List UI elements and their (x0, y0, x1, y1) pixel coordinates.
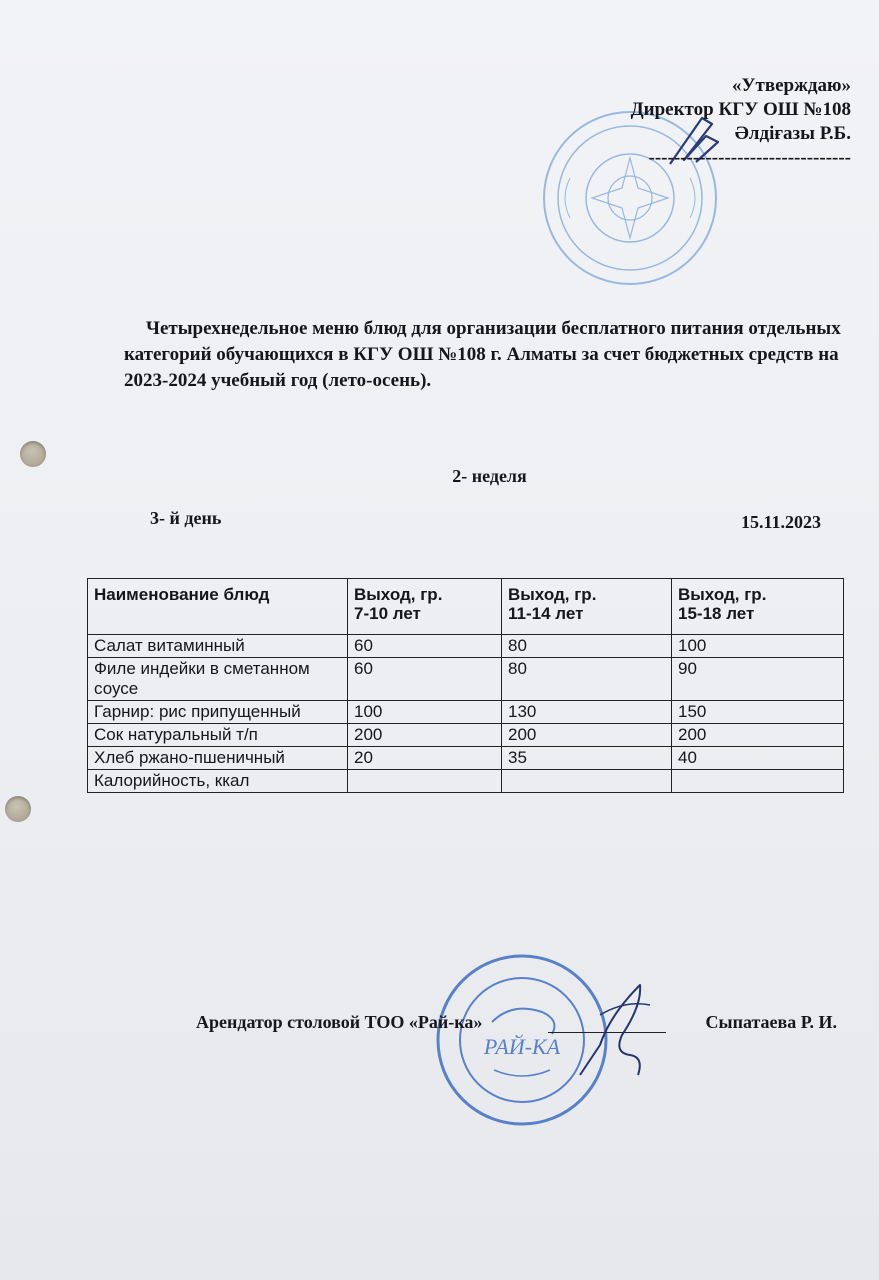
output-7-10-cell: 100 (348, 701, 502, 724)
approval-position: Директор КГУ ОШ №108 (630, 99, 851, 120)
output-7-10-cell: 200 (348, 724, 502, 747)
output-11-14-cell: 80 (502, 635, 672, 658)
punch-hole-bottom (5, 796, 31, 822)
document-title: Четырехнедельное меню блюд для организации бесплатного питания отдельных категорий обучающихся в КГУ ОШ №108 г. Алматы за счет бюджетных средств на 2023-2024 учебный год (лето-осень). (124, 318, 841, 391)
company-stamp-text: РАЙ-КА (483, 1034, 561, 1059)
output-11-14-cell: 200 (502, 724, 672, 747)
punch-hole-top (20, 441, 46, 467)
table-row (88, 770, 844, 793)
menu-table-header-row (88, 579, 844, 635)
output-7-10-cell (348, 770, 502, 793)
table-row (88, 724, 844, 747)
output-15-18-cell (672, 770, 844, 793)
table-row (88, 658, 844, 701)
approval-signature-line: -------------------------------- (648, 147, 851, 168)
week-label: 2- неделя (452, 466, 527, 486)
table-row (88, 701, 844, 724)
table-row (88, 635, 844, 658)
output-11-14-cell (502, 770, 672, 793)
output-11-14-cell: 130 (502, 701, 672, 724)
menu-table (87, 578, 844, 793)
output-15-18-cell: 150 (672, 701, 844, 724)
dish-name-cell: Сок натуральный т/п (88, 724, 348, 747)
dish-name-cell: Хлеб ржано-пшеничный (88, 747, 348, 770)
dish-name-cell: Гарнир: рис припущенный (88, 701, 348, 724)
header-output-7-10: Выход, гр. 7-10 лет (348, 579, 502, 635)
approval-name: Әлдіғазы Р.Б. (734, 123, 851, 144)
dish-name-cell: Калорийность, ккал (88, 770, 348, 793)
output-11-14-cell: 80 (502, 658, 672, 701)
output-15-18-cell: 40 (672, 747, 844, 770)
tenant-label: Арендатор столовой ТОО «Рай-ка» (196, 1012, 483, 1032)
dish-name-cell: Филе индейки в сметанном соусе (88, 658, 348, 701)
tenant-name: Сыпатаева Р. И. (705, 1012, 837, 1032)
table-row (88, 747, 844, 770)
output-15-18-cell: 90 (672, 658, 844, 701)
output-7-10-cell: 60 (348, 635, 502, 658)
output-11-14-cell: 35 (502, 747, 672, 770)
output-15-18-cell: 200 (672, 724, 844, 747)
dish-name-cell: Салат витаминный (88, 635, 348, 658)
tenant-signature (570, 975, 660, 1085)
date-label: 15.11.2023 (740, 512, 821, 532)
company-seal-stamp (432, 950, 612, 1130)
output-7-10-cell: 60 (348, 658, 502, 701)
approval-heading: «Утверждаю» (732, 75, 851, 96)
day-label: 3- й день (150, 508, 222, 528)
tenant-signature-line (548, 1032, 666, 1033)
header-output-11-14: Выход, гр. 11-14 лет (502, 579, 672, 635)
output-7-10-cell: 20 (348, 747, 502, 770)
output-15-18-cell: 100 (672, 635, 844, 658)
approval-block (631, 74, 851, 170)
header-output-15-18: Выход, гр. 15-18 лет (672, 579, 844, 635)
header-dish-name: Наименование блюд (88, 579, 348, 635)
